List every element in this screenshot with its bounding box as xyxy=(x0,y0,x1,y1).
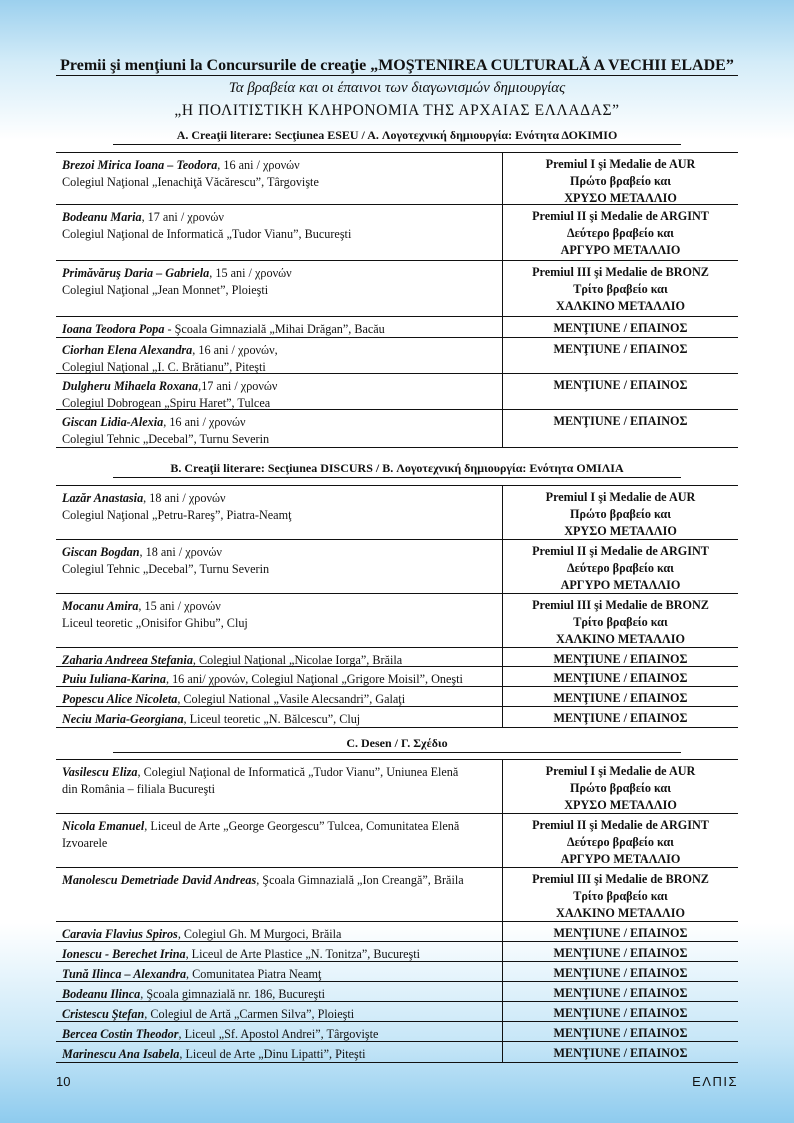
participant-details: , Şcoala gimnazială nr. 186, Bucureşti xyxy=(140,987,326,1001)
table-row xyxy=(56,942,738,962)
participant-name: Zaharia Andreea Stefania xyxy=(62,653,193,667)
award-cell xyxy=(502,317,738,337)
participant-name: Cristescu Ştefan xyxy=(62,1007,145,1021)
participant-name: Bercea Costin Theodor xyxy=(62,1027,179,1041)
participant-school: Liceul teoretic „Onisifor Ghibu”, Cluj xyxy=(62,616,248,630)
participant-name: Puiu Iuliana-Karina xyxy=(62,672,166,686)
participant-details: , 16 ani/ χρονών, Colegiul Naţional „Grigore Moisil”, Oneşti xyxy=(165,672,463,686)
participant-name: Primăvăruş Daria – Gabriela xyxy=(62,266,210,280)
participant-name: Giscan Bogdan xyxy=(62,545,140,559)
award-cell xyxy=(502,261,738,316)
participant-school: Colegiul Naţional „Ienachiţă Văcărescu”, Târgovişte xyxy=(62,175,319,189)
award-line: Δεύτερο βραβείο και xyxy=(567,561,674,575)
award-cell xyxy=(502,982,738,1001)
table-row xyxy=(56,338,738,374)
participant-name: Ioana Teodora Popa xyxy=(62,322,165,336)
award-line: ΑΡΓΥΡΟ ΜΕΤΑΛΛΙΟ xyxy=(560,243,681,257)
participant-details: , Colegiul Gh. M Murgoci, Brăila xyxy=(177,927,342,941)
footer-logo: ΕΛΠΙΣ xyxy=(692,1074,738,1089)
participant-cell xyxy=(56,317,502,337)
award-line: ΧΑΛΚΙΝΟ ΜΕΤΑΛΛΙΟ xyxy=(556,299,685,313)
participant-name: Vasilescu Eliza xyxy=(62,765,138,779)
award-cell xyxy=(502,153,738,204)
participant-cell xyxy=(56,338,502,373)
award-line: ΧΡΥΣΟ ΜΕΤΑΛΛΙΟ xyxy=(564,524,677,538)
award-line: ΑΡΓΥΡΟ ΜΕΤΑΛΛΙΟ xyxy=(560,852,681,866)
award-line: Premiul II şi Medalie de ARGINT xyxy=(532,544,709,558)
table-row xyxy=(56,962,738,982)
participant-details: , 15 ani / χρονών xyxy=(209,266,292,280)
table-row xyxy=(56,205,738,261)
award-line: Τρίτο βραβείο και xyxy=(573,889,668,903)
table-row xyxy=(56,687,738,707)
participant-school: Colegiul Tehnic „Decebal”, Turnu Severin xyxy=(62,432,270,446)
award-line: MENŢIUNE / ΕΠΑΙΝΟΣ xyxy=(553,414,688,428)
award-line: Τρίτο βραβείο και xyxy=(573,282,668,296)
table-row xyxy=(56,1002,738,1022)
participant-details: , Liceul de Arte „Dinu Lipatti”, Piteşti xyxy=(179,1047,366,1061)
section-c-table xyxy=(56,759,738,1063)
award-line: MENŢIUNE / ΕΠΑΙΝΟΣ xyxy=(553,671,688,685)
section-c-heading: C. Desen / Γ. Σχέδιο xyxy=(113,736,681,753)
participant-cell xyxy=(56,667,502,686)
table-row xyxy=(56,868,738,922)
participant-cell xyxy=(56,1042,502,1062)
participant-cell xyxy=(56,942,502,961)
award-cell xyxy=(502,648,738,666)
participant-details: , 16 ani / χρονών xyxy=(217,158,300,172)
participant-cell xyxy=(56,540,502,593)
participant-details: ,17 ani / χρονών xyxy=(198,379,278,393)
award-line: ΧΡΥΣΟ ΜΕΤΑΛΛΙΟ xyxy=(564,191,677,205)
participant-details: , 17 ani / χρονών xyxy=(141,210,224,224)
participant-school: Colegiul Naţional „Jean Monnet”, Ploieşti xyxy=(62,283,269,297)
award-line: Premiul II şi Medalie de ARGINT xyxy=(532,818,709,832)
participant-details: - Şcoala Gimnazială „Mihai Drăgan”, Bacău xyxy=(164,322,385,336)
award-line: Premiul I şi Medalie de AUR xyxy=(545,490,696,504)
participant-cell xyxy=(56,374,502,409)
award-line: MENŢIUNE / ΕΠΑΙΝΟΣ xyxy=(553,711,688,725)
award-line: MENŢIUNE / ΕΠΑΙΝΟΣ xyxy=(553,691,688,705)
award-line: Premiul III şi Medalie de BRONZ xyxy=(532,265,709,279)
award-line: MENŢIUNE / ΕΠΑΙΝΟΣ xyxy=(553,1026,688,1040)
participant-details: , 16 ani / χρονών, xyxy=(192,343,278,357)
participant-details: , Liceul de Arte Plastice „N. Tonitza”, Bucureşti xyxy=(185,947,421,961)
award-line: MENŢIUNE / ΕΠΑΙΝΟΣ xyxy=(553,1046,688,1060)
award-line: Premiul III şi Medalie de BRONZ xyxy=(532,598,709,612)
award-line: MENŢIUNE / ΕΠΑΙΝΟΣ xyxy=(553,652,688,666)
greek-subtitle: Τα βραβεία και οι έπαινοι των διαγωνισμών δημιουργίας xyxy=(228,80,566,96)
title-divider xyxy=(56,75,738,76)
participant-details: , Colegiul Naţional de Informatică „Tudor Vianu”, Uniunea Elenă xyxy=(137,765,459,779)
award-line: MENŢIUNE / ΕΠΑΙΝΟΣ xyxy=(553,342,688,356)
award-line: Πρώτο βραβείο και xyxy=(570,507,671,521)
participant-cell xyxy=(56,1002,502,1021)
table-row xyxy=(56,486,738,540)
award-cell xyxy=(502,868,738,921)
participant-name: Nicola Emanuel xyxy=(62,819,145,833)
award-line: ΧΑΛΚΙΝΟ ΜΕΤΑΛΛΙΟ xyxy=(556,632,685,646)
participant-details: , 18 ani / χρονών xyxy=(139,545,222,559)
award-cell xyxy=(502,486,738,539)
participant-cell xyxy=(56,205,502,260)
table-row xyxy=(56,594,738,648)
participant-name: Giscan Lidia-Alexia xyxy=(62,415,164,429)
participant-cell xyxy=(56,962,502,981)
award-line: MENŢIUNE / ΕΠΑΙΝΟΣ xyxy=(553,966,688,980)
participant-cell xyxy=(56,648,502,666)
section-b-table xyxy=(56,485,738,728)
table-row xyxy=(56,1022,738,1042)
table-row xyxy=(56,648,738,667)
award-cell xyxy=(502,1022,738,1041)
participant-name: Mocanu Amira xyxy=(62,599,139,613)
participant-cell xyxy=(56,982,502,1001)
award-cell xyxy=(502,374,738,409)
participant-school: Colegiul Tehnic „Decebal”, Turnu Severin xyxy=(62,562,270,576)
award-line: Premiul I şi Medalie de AUR xyxy=(545,764,696,778)
table-row xyxy=(56,814,738,868)
participant-name: Bodeanu Ilinca xyxy=(62,987,141,1001)
award-cell xyxy=(502,594,738,647)
award-line: MENŢIUNE / ΕΠΑΙΝΟΣ xyxy=(553,986,688,1000)
award-cell xyxy=(502,707,738,727)
award-cell xyxy=(502,338,738,373)
table-row xyxy=(56,667,738,687)
participant-school: Colegiul Naţional „Petru-Rareş”, Piatra-Neamţ xyxy=(62,508,292,522)
participant-cell xyxy=(56,1022,502,1041)
participant-school: Colegiul Naţional „I. C. Brătianu”, Piteşti xyxy=(62,360,266,374)
participant-name: Lazăr Anastasia xyxy=(62,491,144,505)
participant-cell xyxy=(56,868,502,921)
table-row xyxy=(56,317,738,338)
participant-details: , 16 ani / χρονών xyxy=(163,415,246,429)
table-row xyxy=(56,922,738,942)
participant-name: Marinescu Ana Isabela xyxy=(62,1047,180,1061)
participant-name: Manolescu Demetriade David Andreas xyxy=(62,873,257,887)
award-line: Πρώτο βραβείο και xyxy=(570,174,671,188)
participant-school: Colegiul Dobrogean „Spiru Haret”, Tulcea xyxy=(62,396,271,410)
participant-details: , Şcoala Gimnazială „Ion Creangă”, Brăila xyxy=(256,873,464,887)
table-row xyxy=(56,982,738,1002)
award-line: Premiul I şi Medalie de AUR xyxy=(545,157,696,171)
participant-name: Dulgheru Mihaela Roxana xyxy=(62,379,199,393)
participant-details: , Liceul de Arte „George Georgescu” Tulcea, Comunitatea Elenă xyxy=(144,819,460,833)
table-row xyxy=(56,1042,738,1063)
table-row xyxy=(56,707,738,728)
award-cell xyxy=(502,667,738,686)
participant-details: , Liceul teoretic „N. Bălcescu”, Cluj xyxy=(183,712,361,726)
award-cell xyxy=(502,942,738,961)
table-row xyxy=(56,374,738,410)
award-cell xyxy=(502,760,738,813)
award-cell xyxy=(502,962,738,981)
award-line: Premiul II şi Medalie de ARGINT xyxy=(532,209,709,223)
award-line: MENŢIUNE / ΕΠΑΙΝΟΣ xyxy=(553,321,688,335)
award-line: Πρώτο βραβείο και xyxy=(570,781,671,795)
award-cell xyxy=(502,205,738,260)
award-line: Δεύτερο βραβείο και xyxy=(567,835,674,849)
participant-details: , Colegiul de Artă „Carmen Silva”, Ploieşti xyxy=(144,1007,355,1021)
participant-cell xyxy=(56,153,502,204)
award-line: ΧΡΥΣΟ ΜΕΤΑΛΛΙΟ xyxy=(564,798,677,812)
award-cell xyxy=(502,410,738,447)
section-a-table xyxy=(56,152,738,448)
participant-cell xyxy=(56,922,502,941)
table-row xyxy=(56,540,738,594)
participant-name: Bodeanu Maria xyxy=(62,210,142,224)
participant-cell xyxy=(56,486,502,539)
award-line: MENŢIUNE / ΕΠΑΙΝΟΣ xyxy=(553,946,688,960)
section-b-heading: B. Creaţii literare: Secţiunea DISCURS / B. Λογοτεχνική δημιουργία: Ενότητα ΟΜΙΛΙΑ xyxy=(113,461,681,478)
page-title: Premii şi menţiuni la Concursurile de creaţie „MOŞTENIREA CULTURALĂ A VECHII ELADE” xyxy=(60,57,734,74)
award-line: Premiul III şi Medalie de BRONZ xyxy=(532,872,709,886)
participant-name: Tună Ilinca – Alexandra xyxy=(62,967,187,981)
award-cell xyxy=(502,1002,738,1021)
award-line: ΧΑΛΚΙΝΟ ΜΕΤΑΛΛΙΟ xyxy=(556,906,685,920)
participant-cell xyxy=(56,261,502,316)
table-row xyxy=(56,760,738,814)
participant-cell xyxy=(56,687,502,706)
participant-details: , Comunitatea Piatra Neamţ xyxy=(186,967,322,981)
award-cell xyxy=(502,540,738,593)
participant-name: Popescu Alice Nicoleta xyxy=(62,692,178,706)
award-cell xyxy=(502,814,738,867)
participant-details: , 15 ani / χρονών xyxy=(138,599,221,613)
participant-school: Izvoarele xyxy=(62,836,108,850)
participant-school: din România – filiala Bucureşti xyxy=(62,782,215,796)
award-line: MENŢIUNE / ΕΠΑΙΝΟΣ xyxy=(553,378,688,392)
participant-school: Colegiul Naţional de Informatică „Tudor Vianu”, Bucureşti xyxy=(62,227,352,241)
award-cell xyxy=(502,922,738,941)
section-a-heading: A. Creaţii literare: Secţiunea ESEU / A. Λογοτεχνική δημιουργία: Ενότητα ΔΟΚΙΜΙΟ xyxy=(113,128,681,145)
award-line: Δεύτερο βραβείο και xyxy=(567,226,674,240)
participant-details: , Colegiul National „Vasile Alecsandri”, Galaţi xyxy=(177,692,406,706)
award-line: MENŢIUNE / ΕΠΑΙΝΟΣ xyxy=(553,1006,688,1020)
award-line: ΑΡΓΥΡΟ ΜΕΤΑΛΛΙΟ xyxy=(560,578,681,592)
participant-details: , Colegiul Naţional „Nicolae Iorga”, Brăila xyxy=(192,653,403,667)
greek-title: „Η ΠΟΛΙΤΙΣΤΙΚΗ ΚΛΗΡΟΝΟΜΙΑ ΤΗΣ ΑΡΧΑΙΑΣ ΕΛΛΑΔΑΣ” xyxy=(174,102,620,119)
table-row xyxy=(56,153,738,205)
participant-cell xyxy=(56,594,502,647)
participant-name: Ionescu - Berechet Irina xyxy=(62,947,186,961)
participant-name: Brezoi Mirica Ioana – Teodora xyxy=(62,158,218,172)
award-cell xyxy=(502,687,738,706)
table-row xyxy=(56,261,738,317)
table-row xyxy=(56,410,738,448)
participant-name: Ciorhan Elena Alexandra xyxy=(62,343,193,357)
award-line: Τρίτο βραβείο και xyxy=(573,615,668,629)
participant-name: Neciu Maria-Georgiana xyxy=(62,712,184,726)
page-number: 10 xyxy=(56,1074,71,1089)
participant-cell xyxy=(56,760,502,813)
award-line: MENŢIUNE / ΕΠΑΙΝΟΣ xyxy=(553,926,688,940)
participant-name: Caravia Flavius Spiros xyxy=(62,927,178,941)
participant-cell xyxy=(56,707,502,727)
award-cell xyxy=(502,1042,738,1062)
participant-cell xyxy=(56,814,502,867)
participant-details: , Liceul „Sf. Apostol Andrei”, Târgovişte xyxy=(178,1027,379,1041)
participant-details: , 18 ani / χρονών xyxy=(143,491,226,505)
participant-cell xyxy=(56,410,502,447)
